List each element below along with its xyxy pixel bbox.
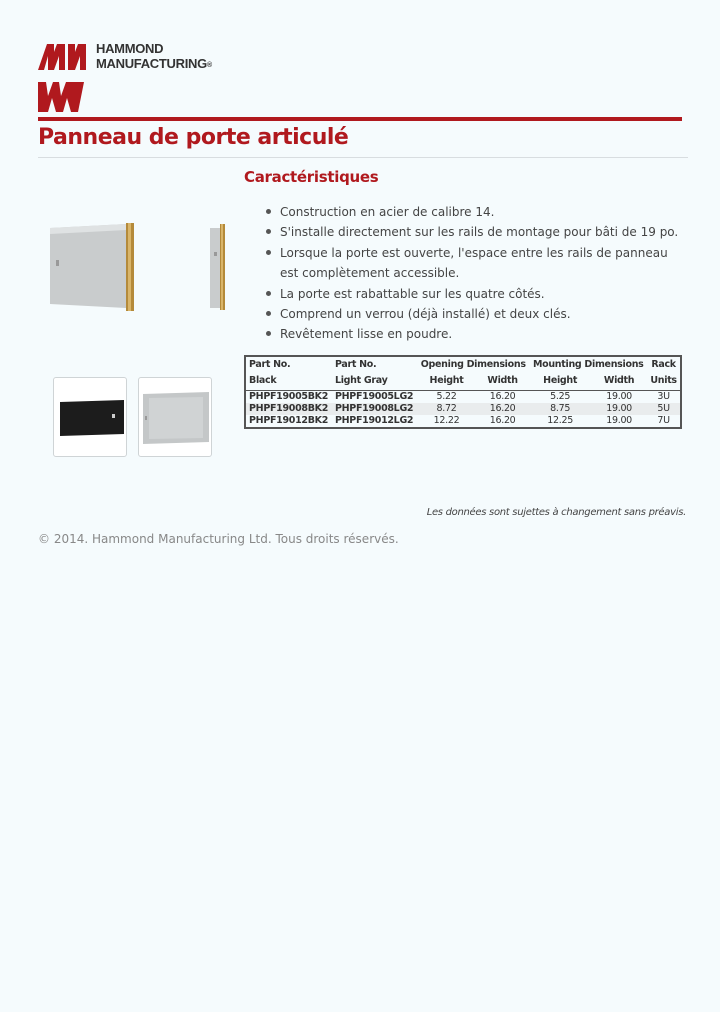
table-subheader-row — [245, 372, 681, 390]
table-row — [245, 415, 681, 428]
col-header-opening: Opening Dimensions — [420, 359, 526, 370]
table-header-row — [245, 356, 681, 372]
cell-part-black: PHPF19012BK2 — [249, 414, 329, 426]
cell-part-gray: PHPF19008LG2 — [334, 402, 414, 414]
feature-item: Lorsque la porte est ouverte, l'espace entre les rails de panneau est complètement accessible. — [266, 243, 686, 284]
feature-item: Revêtement lisse en poudre. — [266, 324, 686, 344]
col-header-mounting: Mounting Dimensions — [532, 359, 644, 370]
thumbnail-black-panel[interactable] — [53, 377, 127, 457]
black-panel-image — [54, 378, 126, 456]
cell-rack-units: 3U — [657, 390, 670, 402]
feature-item: Construction en acier de calibre 14. — [266, 202, 686, 222]
subheader-light-gray: Light Gray — [332, 372, 417, 390]
cell-part-gray: PHPF19005LG2 — [334, 390, 414, 402]
cell-mounting-width: 19.00 — [606, 414, 632, 426]
cell-rack-units: 5U — [657, 402, 670, 414]
spec-table — [244, 355, 682, 429]
subheader-mounting-height: Height — [529, 372, 591, 390]
section-title: Caractéristiques — [244, 168, 379, 186]
cell-mounting-height: 8.75 — [550, 402, 571, 414]
col-header-part-black: Part No. — [249, 359, 291, 370]
cell-mounting-width: 19.00 — [606, 402, 632, 414]
cell-opening-width: 16.20 — [489, 390, 516, 402]
subheader-mounting-width: Width — [591, 372, 647, 390]
hammond-logo — [38, 40, 228, 115]
cell-part-gray: PHPF19012LG2 — [334, 414, 414, 426]
thumbnail-gray-panel[interactable] — [138, 377, 212, 457]
disclaimer-text: Les données sont sujettes à changement sans préavis. — [426, 507, 686, 518]
gray-panel-image — [139, 378, 211, 456]
subheader-units: Units — [647, 372, 681, 390]
subheader-opening-width: Width — [476, 372, 529, 390]
brand-name-line2: MANUFACTURING — [96, 56, 207, 71]
hammond-logo-mark-icon — [38, 40, 90, 112]
table-row — [245, 403, 681, 415]
copyright-text: © 2014. Hammond Manufacturing Ltd. Tous droits réservés. — [38, 532, 399, 546]
header-red-divider — [38, 117, 682, 121]
feature-item: La porte est rabattable sur les quatre côtés. — [266, 284, 686, 304]
cell-opening-height: 8.72 — [436, 402, 457, 414]
title-divider — [38, 157, 688, 158]
brand-wordmark — [96, 42, 212, 73]
registered-mark: ® — [206, 62, 212, 69]
cell-part-black: PHPF19008BK2 — [249, 402, 329, 414]
cell-mounting-height: 12.25 — [547, 414, 573, 426]
cell-opening-height: 5.22 — [436, 390, 457, 402]
feature-item: Comprend un verrou (déjà installé) et deux clés. — [266, 304, 686, 324]
cell-opening-width: 16.20 — [489, 402, 516, 414]
col-header-rack: Rack — [651, 359, 676, 370]
feature-item: S'installe directement sur les rails de montage pour bâti de 19 po. — [266, 222, 686, 242]
cell-opening-height: 12.22 — [433, 414, 460, 426]
cell-rack-units: 7U — [657, 414, 670, 426]
table-row — [245, 390, 681, 403]
subheader-opening-height: Height — [417, 372, 476, 390]
product-side-image — [206, 222, 228, 312]
cell-mounting-width: 19.00 — [606, 390, 632, 402]
product-main-image — [46, 220, 146, 315]
cell-opening-width: 16.20 — [489, 414, 516, 426]
cell-part-black: PHPF19005BK2 — [249, 390, 329, 402]
features-list — [266, 202, 686, 345]
cell-mounting-height: 5.25 — [550, 390, 571, 402]
subheader-black: Black — [245, 372, 332, 390]
page-title: Panneau de porte articulé — [38, 125, 349, 150]
brand-name-line1: HAMMOND — [96, 41, 164, 56]
col-header-part-gray: Part No. — [334, 359, 377, 370]
